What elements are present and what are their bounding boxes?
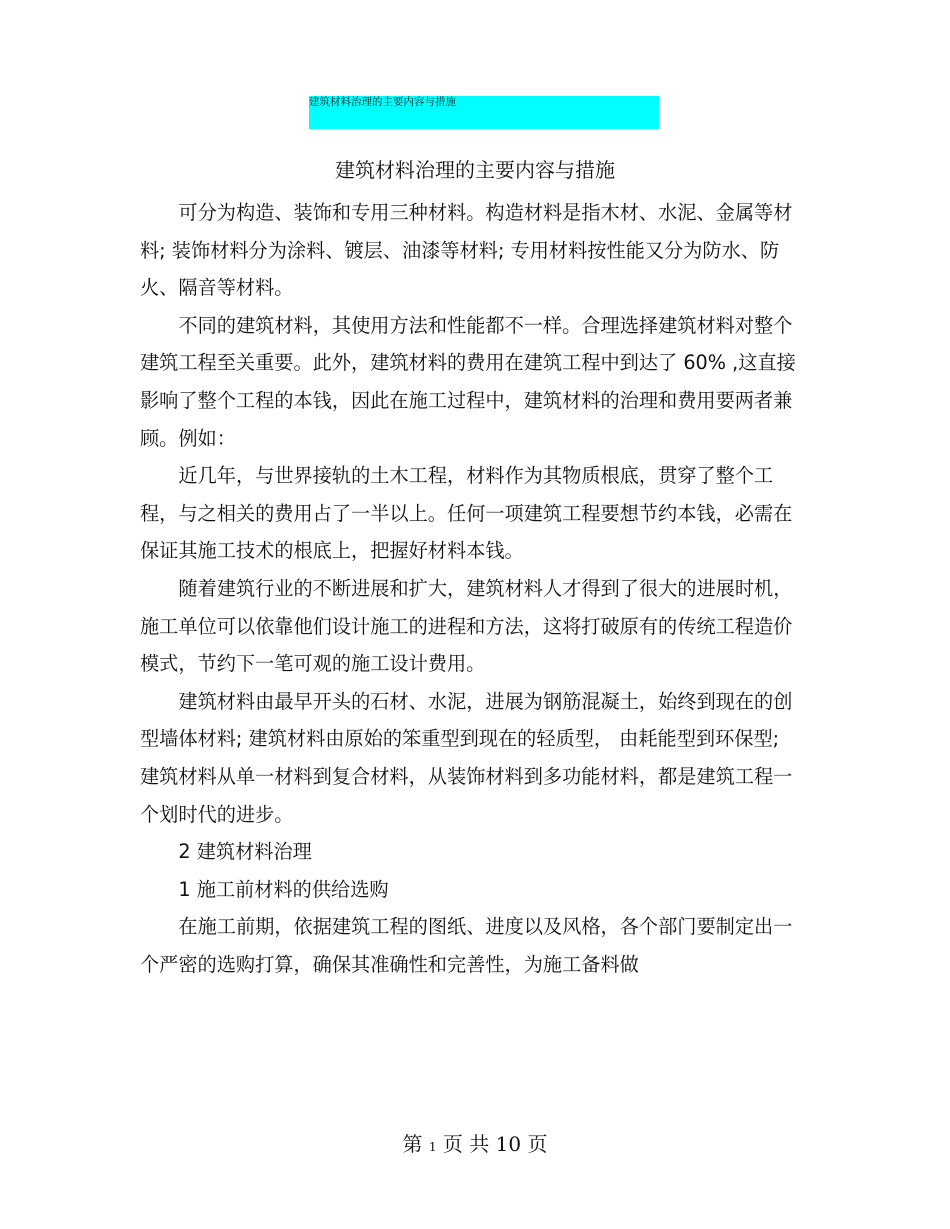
footer-total-pages: 10 bbox=[495, 1132, 522, 1156]
footer-page-number: 1 bbox=[428, 1140, 437, 1154]
document-body bbox=[140, 194, 800, 983]
footer-prefix: 第 bbox=[402, 1132, 423, 1156]
footer-middle: 页 共 bbox=[442, 1132, 490, 1156]
paragraph: 随着建筑行业的不断进展和扩大，建筑材料人才得到了很大的进展时机，施工单位可以依靠他们设计施工的进程和方法，这将打破原有的传统工程造价模式，节约下一笔可观的施工设计费用。 bbox=[140, 576, 793, 676]
section-heading: 2 建筑材料治理 bbox=[178, 840, 312, 864]
header-banner bbox=[309, 96, 659, 129]
subsection-heading: 1 施工前材料的供给选购 bbox=[178, 877, 389, 901]
paragraph: 在施工前期，依据建筑工程的图纸、进度以及风格，各个部门要制定出一个严密的选购打算，确保其准确性和完善性，为施工备料做 bbox=[140, 915, 793, 976]
paragraph: 近几年，与世界接轨的土木工程，材料作为其物质根底，贯穿了整个工程，与之相关的费用占了一半以上。任何一项建筑工程要想节约本钱，必需在保证其施工技术的根底上，把握好材料本钱。 bbox=[140, 464, 793, 563]
document-title: 建筑材料治理的主要内容与措施 bbox=[335, 158, 615, 182]
page-footer bbox=[0, 1131, 950, 1160]
paragraph: 不同的建筑材料，其使用方法和性能都不一样。合理选择建筑材料对整个建筑工程至关重要。此外，建筑材料的费用在建筑工程中到达了 60% ,这直接影响了整个工程的本钱，因此在施工过程中，建筑材料的治理和费用要两者兼顾。例如： bbox=[140, 313, 796, 450]
header-banner-text: 建筑材料治理的主要内容与措施 bbox=[309, 96, 456, 108]
paragraph: 建筑材料由最早开头的石材、水泥，进展为钢筋混凝土，始终到现在的创型墙体材料; 建筑材料由原始的笨重型到现在的轻质型， 由耗能型到环保型; 建筑材料从单一材料到复合材料，从装饰材料到多功能材料，都是建筑工程一个划时代的进步。 bbox=[140, 689, 793, 826]
paragraph: 可分为构造、装饰和专用三种材料。构造材料是指木材、水泥、金属等材料; 装饰材料分为涂料、镀层、油漆等材料; 专用材料按性能又分为防水、防火、隔音等材料。 bbox=[140, 201, 793, 300]
footer-suffix: 页 bbox=[527, 1132, 548, 1156]
